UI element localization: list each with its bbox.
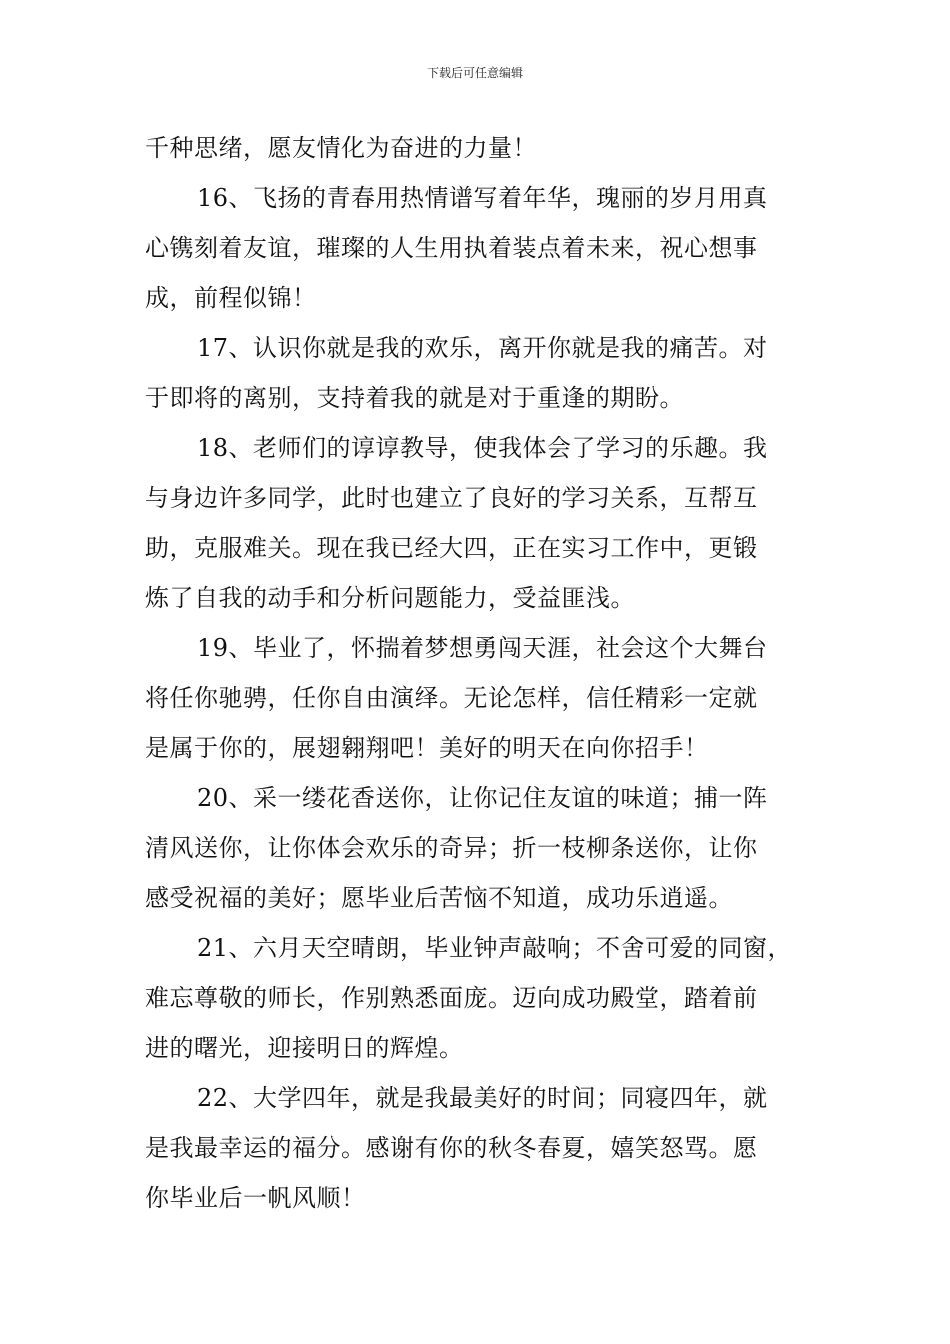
paragraph — [145, 923, 825, 1073]
paragraph — [145, 423, 825, 623]
text-line: 17、认识你就是我的欢乐，离开你就是我的痛苦。对 — [197, 334, 768, 362]
text-line: 进的曙光，迎接明日的辉煌。 — [145, 1034, 464, 1062]
text-line: 20、采一缕花香送你，让你记住友谊的味道；捕一阵 — [197, 784, 768, 812]
paragraph — [145, 623, 825, 773]
text-line: 炼了自我的动手和分析问题能力，受益匪浅。 — [145, 584, 635, 612]
text-line: 成，前程似锦！ — [145, 284, 317, 312]
text-line: 是我最幸运的福分。感谢有你的秋冬春夏，嬉笑怒骂。愿 — [145, 1134, 758, 1162]
text-line: 清风送你，让你体会欢乐的奇异；折一枝柳条送你，让你 — [145, 834, 758, 862]
paragraph — [145, 173, 825, 323]
text-line: 将任你驰骋，任你自由演绎。无论怎样，信任精彩一定就 — [145, 684, 758, 712]
page-header-note: 下载后可任意编辑 — [426, 66, 523, 80]
text-line: 16、飞扬的青春用热情谱写着年华，瑰丽的岁月用真 — [197, 184, 768, 212]
text-line: 于即将的离别，支持着我的就是对于重逢的期盼。 — [145, 384, 684, 412]
text-line: 你毕业后一帆风顺！ — [145, 1184, 366, 1212]
paragraph — [145, 323, 825, 423]
text-line: 是属于你的，展翅翱翔吧！美好的明天在向你招手！ — [145, 734, 709, 762]
text-line: 22、大学四年，就是我最美好的时间；同寝四年，就 — [197, 1084, 768, 1112]
text-line: 感受祝福的美好；愿毕业后苦恼不知道，成功乐逍遥。 — [145, 884, 733, 912]
paragraph — [145, 1073, 825, 1223]
paragraph — [145, 123, 825, 173]
text-line: 19、毕业了，怀揣着梦想勇闯天涯，社会这个大舞台 — [197, 634, 768, 662]
text-line: 18、老师们的谆谆教导，使我体会了学习的乐趣。我 — [197, 434, 768, 462]
text-line: 心镌刻着友谊，璀璨的人生用执着装点着未来，祝心想事 — [145, 234, 758, 262]
document-body — [145, 123, 825, 1223]
text-line: 与身边许多同学，此时也建立了良好的学习关系，互帮互 — [145, 484, 758, 512]
text-line: 助，克服难关。现在我已经大四，正在实习工作中，更锻 — [145, 534, 758, 562]
text-line: 难忘尊敬的师长，作别熟悉面庞。迈向成功殿堂，踏着前 — [145, 984, 758, 1012]
paragraph — [145, 773, 825, 923]
text-line: 21、六月天空晴朗，毕业钟声敲响；不舍可爱的同窗， — [197, 934, 793, 962]
text-line: 千种思绪，愿友情化为奋进的力量！ — [145, 134, 537, 162]
